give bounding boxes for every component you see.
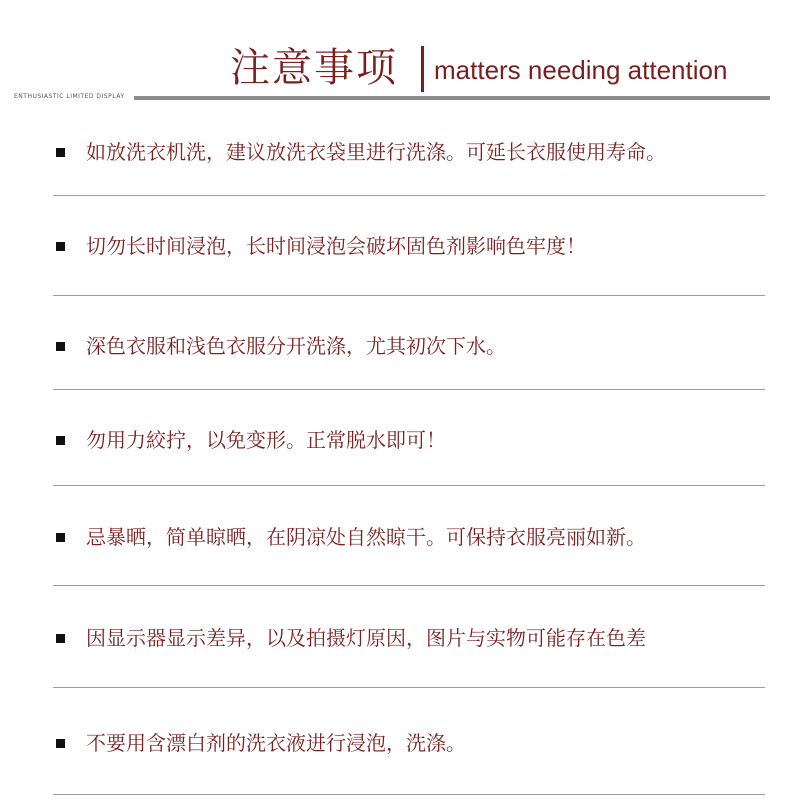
bullet-icon xyxy=(56,242,65,251)
list-item-text: 勿用力絞拧，以免变形。正常脱水即可！ xyxy=(86,428,446,452)
bullet-icon xyxy=(56,436,65,445)
divider xyxy=(53,794,765,795)
bullet-icon xyxy=(56,533,65,542)
list-item xyxy=(0,688,800,798)
list-item-text: 切勿长时间浸泡，长时间浸泡会破坏固色剂影响色牢度！ xyxy=(86,234,586,258)
header xyxy=(0,0,800,110)
page-title: 注意事项 xyxy=(230,45,398,91)
bullet-icon xyxy=(56,634,65,643)
page-subtitle: matters needing attention xyxy=(434,55,728,85)
header-tagline: ENTHUSIASTIC LIMITED DISPLAY xyxy=(14,93,125,100)
bullet-icon xyxy=(56,342,65,351)
notice-list xyxy=(0,100,800,798)
list-item xyxy=(0,586,800,688)
list-item xyxy=(0,390,800,486)
list-item xyxy=(0,486,800,586)
list-item-text: 不要用含漂白剂的洗衣液进行浸泡，洗涤。 xyxy=(86,731,466,755)
list-item xyxy=(0,196,800,296)
list-item xyxy=(0,296,800,390)
list-item-text: 深色衣服和浅色衣服分开洗涤，尤其初次下水。 xyxy=(86,334,506,358)
list-item-text: 如放洗衣机洗，建议放洗衣袋里进行洗涤。可延长衣服使用寿命。 xyxy=(86,140,666,164)
bullet-icon xyxy=(56,739,65,748)
list-item xyxy=(0,100,800,196)
bullet-icon xyxy=(56,148,65,157)
title-separator xyxy=(421,46,424,92)
list-item-text: 因显示器显示差异，以及拍摄灯原因，图片与实物可能存在色差 xyxy=(86,626,646,650)
list-item-text: 忌暴晒，简单晾晒，在阴凉处自然晾干。可保持衣服亮丽如新。 xyxy=(86,525,646,549)
